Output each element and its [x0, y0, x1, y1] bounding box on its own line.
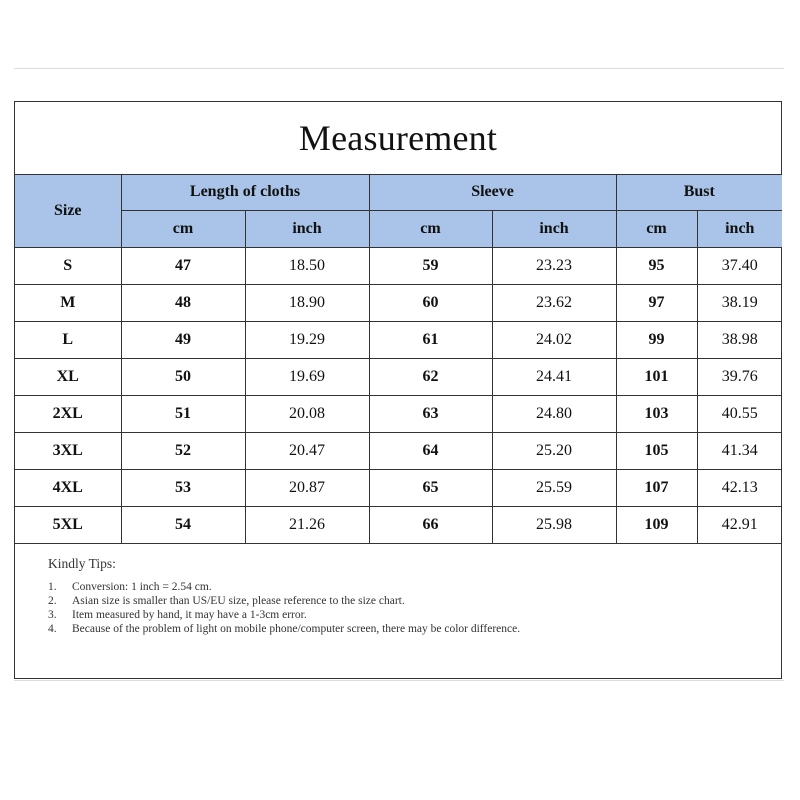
table-row: [15, 395, 782, 432]
length-inch-cell: 20.47: [245, 432, 369, 469]
bust-cm-cell: 107: [616, 469, 697, 506]
tip-text: Conversion: 1 inch = 2.54 cm.: [72, 580, 212, 593]
tip-number: 4.: [48, 622, 57, 635]
header-size: Size: [15, 175, 121, 247]
sleeve-cm-cell: 62: [369, 358, 492, 395]
length-cm-cell: 48: [121, 284, 245, 321]
sleeve-inch-cell: 24.80: [492, 395, 616, 432]
table-row: [15, 432, 782, 469]
length-cm-cell: 51: [121, 395, 245, 432]
list-item: [48, 608, 781, 622]
measurement-sheet: [14, 101, 782, 679]
list-item: [48, 594, 781, 608]
bust-inch-cell: 42.91: [697, 506, 782, 543]
tip-text: Item measured by hand, it may have a 1-3cm error.: [72, 608, 307, 621]
length-inch-cell: 21.26: [245, 506, 369, 543]
size-cell: 5XL: [15, 506, 121, 543]
header-unit: inch: [245, 210, 369, 247]
tip-number: 1.: [48, 580, 57, 593]
sleeve-inch-cell: 25.20: [492, 432, 616, 469]
list-item: [48, 580, 781, 594]
sleeve-cm-cell: 61: [369, 321, 492, 358]
tip-text: Asian size is smaller than US/EU size, please reference to the size chart.: [72, 594, 405, 607]
header-row-units: [15, 210, 782, 247]
length-cm-cell: 52: [121, 432, 245, 469]
header-unit: inch: [697, 210, 782, 247]
header-unit: cm: [616, 210, 697, 247]
size-table: [15, 175, 782, 544]
sleeve-inch-cell: 24.02: [492, 321, 616, 358]
size-cell: 4XL: [15, 469, 121, 506]
size-cell: S: [15, 247, 121, 284]
tip-text: Because of the problem of light on mobile phone/computer screen, there may be color difference.: [72, 622, 521, 635]
sleeve-cm-cell: 60: [369, 284, 492, 321]
length-inch-cell: 18.90: [245, 284, 369, 321]
sleeve-cm-cell: 64: [369, 432, 492, 469]
size-cell: 2XL: [15, 395, 121, 432]
table-row: [15, 506, 782, 543]
header-row-groups: [15, 175, 782, 210]
tip-number: 3.: [48, 608, 57, 621]
sleeve-cm-cell: 59: [369, 247, 492, 284]
sleeve-cm-cell: 63: [369, 395, 492, 432]
bust-cm-cell: 97: [616, 284, 697, 321]
length-cm-cell: 50: [121, 358, 245, 395]
table-row: [15, 247, 782, 284]
sleeve-inch-cell: 24.41: [492, 358, 616, 395]
size-cell: XL: [15, 358, 121, 395]
top-edge-line: [14, 68, 784, 69]
list-item: [48, 622, 781, 636]
bust-cm-cell: 103: [616, 395, 697, 432]
table-row: [15, 284, 782, 321]
length-inch-cell: 18.50: [245, 247, 369, 284]
bust-inch-cell: 38.19: [697, 284, 782, 321]
header-length: Length of cloths: [121, 175, 369, 210]
bust-inch-cell: 39.76: [697, 358, 782, 395]
tips-list: [48, 580, 781, 636]
sleeve-inch-cell: 25.59: [492, 469, 616, 506]
bust-inch-cell: 41.34: [697, 432, 782, 469]
bust-cm-cell: 101: [616, 358, 697, 395]
sleeve-inch-cell: 25.98: [492, 506, 616, 543]
length-cm-cell: 49: [121, 321, 245, 358]
sleeve-cm-cell: 65: [369, 469, 492, 506]
bottom-edge-line: [14, 680, 784, 681]
size-cell: 3XL: [15, 432, 121, 469]
bust-inch-cell: 38.98: [697, 321, 782, 358]
length-cm-cell: 53: [121, 469, 245, 506]
size-cell: L: [15, 321, 121, 358]
sleeve-inch-cell: 23.23: [492, 247, 616, 284]
bust-cm-cell: 99: [616, 321, 697, 358]
bust-inch-cell: 42.13: [697, 469, 782, 506]
header-unit: cm: [369, 210, 492, 247]
length-inch-cell: 20.08: [245, 395, 369, 432]
length-inch-cell: 19.69: [245, 358, 369, 395]
length-cm-cell: 47: [121, 247, 245, 284]
table-row: [15, 358, 782, 395]
title-row: [15, 102, 781, 175]
sleeve-inch-cell: 23.62: [492, 284, 616, 321]
size-cell: M: [15, 284, 121, 321]
sleeve-cm-cell: 66: [369, 506, 492, 543]
header-sleeve: Sleeve: [369, 175, 616, 210]
tip-number: 2.: [48, 594, 57, 607]
bust-cm-cell: 109: [616, 506, 697, 543]
page-title: Measurement: [298, 118, 498, 158]
bust-cm-cell: 105: [616, 432, 697, 469]
header-unit: inch: [492, 210, 616, 247]
length-inch-cell: 20.87: [245, 469, 369, 506]
bust-cm-cell: 95: [616, 247, 697, 284]
kindly-tips: [15, 544, 781, 677]
tips-title: Kindly Tips:: [48, 555, 116, 571]
table-row: [15, 321, 782, 358]
table-row: [15, 469, 782, 506]
length-inch-cell: 19.29: [245, 321, 369, 358]
bust-inch-cell: 37.40: [697, 247, 782, 284]
length-cm-cell: 54: [121, 506, 245, 543]
header-bust: Bust: [616, 175, 782, 210]
header-unit: cm: [121, 210, 245, 247]
bust-inch-cell: 40.55: [697, 395, 782, 432]
